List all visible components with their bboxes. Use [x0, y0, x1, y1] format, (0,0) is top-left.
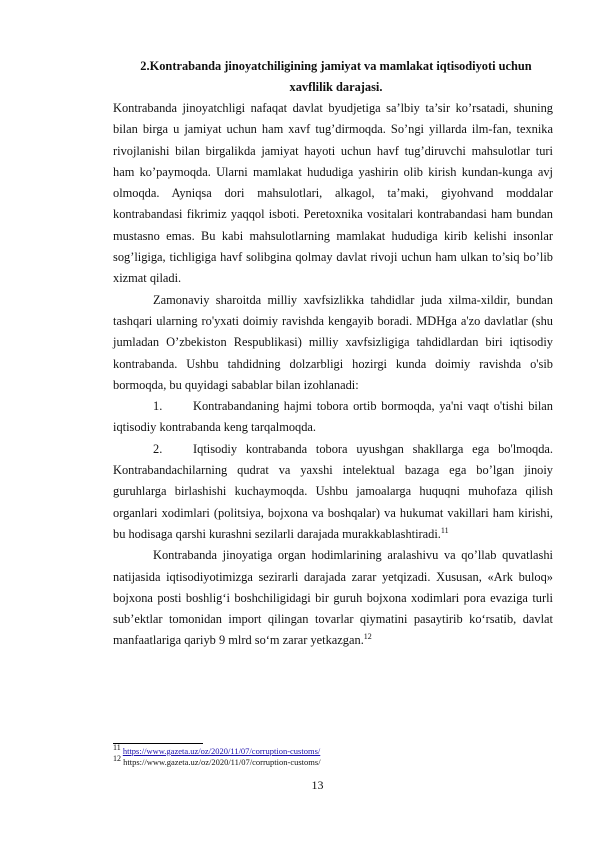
paragraph-2 [113, 290, 553, 396]
list-item-1 [113, 396, 553, 439]
footnote-12 [113, 754, 553, 768]
paragraph-3 [113, 545, 553, 651]
list-item-2-text: Iqtisodiy kontrabanda tobora uyushgan shakllarga ega bo'lmoqda. Kontrabandachilarning qudrat va yaxshi intelektual bazaga ega bo’lgan jinoiy guruhlarga birlashishi kuchaymoqda. Ushbu jamoalarga huquqni muhofaza qilish organlari xodimlari (politsiya, bojxona va boshqalar) va hukumat vakillari ham kirishi, bu hodisaga qarshi kurashni sezilarli darajada murakkablashtiradi. [113, 441, 553, 541]
footnote-12-number: 12 [113, 754, 121, 764]
footnote-11-number: 11 [113, 743, 121, 753]
paragraph-2-text: Zamonaviy sharoitda milliy xavfsizlikka tahdidlar juda xilma-xildir, bundan tashqari ularning ro'yxati doimiy ravishda kengayib boradi. MDHga a'zo davlatlar (shu jumladan O’zbekiston Respublikasi) milliy xavfsizligiga tahdidlardan biri iqtisodiy kontrabanda. Ushbu tahdidning dolzarbligi hozirgi kunda doimiy ravishda o'sib bormoqda, bu quyidagi sabablar bilan izohlanadi: [113, 292, 553, 392]
list-item-1-number: 1. [153, 399, 163, 414]
heading-line-2: xavflilik darajasi. [289, 80, 383, 94]
footnote-ref-12[interactable]: 12 [363, 632, 372, 642]
footnote-divider [113, 743, 203, 744]
page-number: 13 [311, 778, 324, 792]
list-item-1-text: Kontrabandaning hajmi tobora ortib bormoqda, ya'ni vaqt o'tishi bilan iqtisodiy kontrabanda keng tarqalmoqda. [113, 399, 553, 435]
footnote-11-link[interactable]: https://www.gazeta.uz/oz/2020/11/07/corruption-customs/ [122, 746, 321, 756]
footnote-11 [113, 743, 553, 757]
footnotes [113, 743, 553, 768]
section-heading [113, 56, 553, 98]
paragraph-3-text: Kontrabanda jinoyatiga organ hodimlarining aralashivu va qo’llab quvatlashi natijasida iqtisodiyotimizga sezirarli darajada zarar yetqizadi. Xususan, «Ark buloq» bojxona posti boshlig‘i boshchiligidagi bir guruh bojxona xodimlari pora evaziga turli sub’ektlar tomonidan import qilingan tovarlar qiymatini pasaytirib ko‘rsatib, davlat manfaatlariga qariyb 9 mlrd so‘m zarar yetkazgan. [113, 548, 553, 648]
heading-line-1: 2.Kontrabanda jinoyatchiligining jamiyat va mamlakat iqtisodiyoti uchun [140, 59, 532, 73]
footnote-ref-11[interactable]: 11 [440, 525, 449, 535]
page-body [113, 56, 553, 652]
paragraph-1-text: Kontrabanda jinoyatchligi nafaqat davlat byudjetiga sa’lbiy ta’sir ko’rsatadi, shuning bilan birga u jamiyat uchun ham xavf tug’dirmoqda. So’ngi yillarda ilm-fan, texnika rivojlanishi bilan birgalikda jamiyat hayoti uchun havf tug’diruvchi mahsulotlar turi ham ko’paymoqda. Ularni mamlakat hududiga yashirin olib kirish kundan-kunga avj olmoqda. Ayniqsa dori mahsulotlari, alkagol, ta’maki, giyohvand moddalar kontrabandasi fikrimiz yaqqol isboti. Peretoxnika vositalari kontrabandasi ham bundan mustasno emas. Bu kabi mahsulotlarning mamlakat hududiga kirib kelishi insonlar sog’ligiga, tichligiga havf solibgina qolmay davlat rivoji uchun ham ulkan to’siq bo’lib xizmat qiladi. [113, 101, 553, 286]
list-item-2 [113, 439, 553, 545]
list-item-2-number: 2. [153, 441, 163, 456]
paragraph-1 [113, 98, 553, 290]
footnote-12-text: https://www.gazeta.uz/oz/2020/11/07/corruption-customs/ [123, 757, 321, 767]
